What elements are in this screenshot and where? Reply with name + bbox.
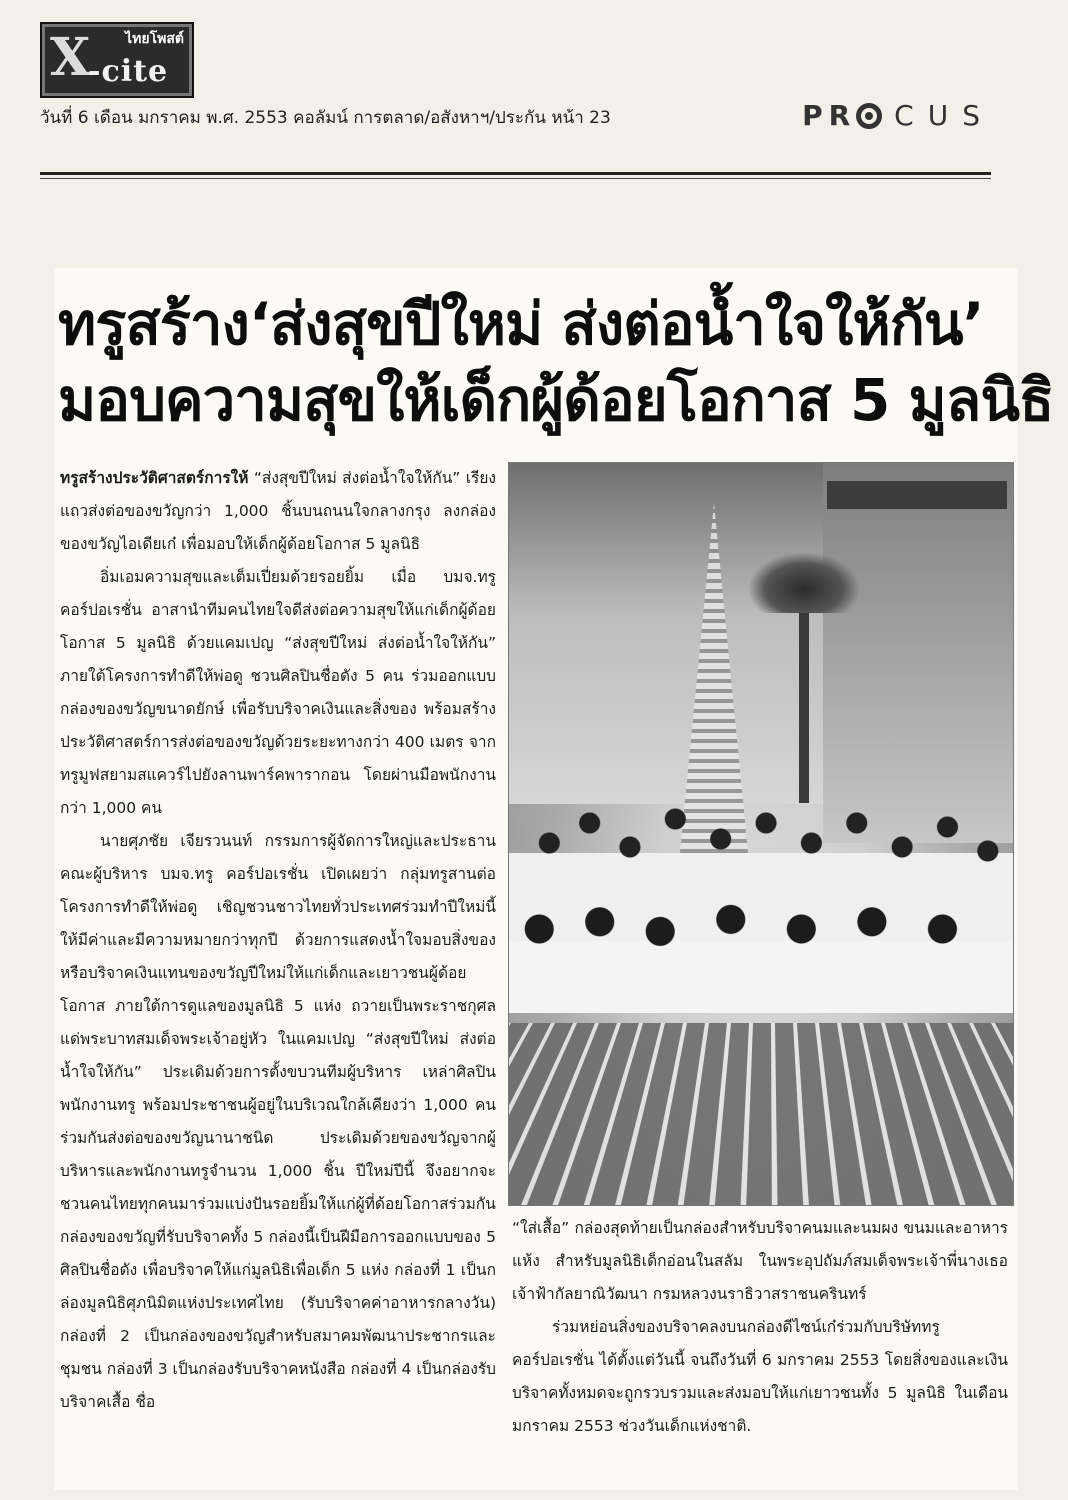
header-rule <box>40 172 991 175</box>
article-headline <box>58 286 1054 438</box>
headline-line-2: มอบความสุขให้เด็กผู้ด้อยโอกาส 5 มูลนิธิ <box>58 366 1054 434</box>
article-body-left <box>60 462 496 1419</box>
right-paragraph-1: “ใส่เสื้อ” กล่องสุดท้ายเป็นกล่องสำหรับบริจาคนมและนมผง ขนมและอาหารแห้ง สำหรับมูลนิธิเด็กอ่อนในสลัม ในพระอุปถัมภ์สมเด็จพระเจ้าพี่นางเธอ เจ้าฟ้ากัลยาณิวัฒนา กรมหลวงนราธิวาสราชนครินทร์ <box>512 1219 1008 1303</box>
newspaper-logo <box>40 22 194 98</box>
paragraph-2: อิ่มเอมความสุขและเต็มเปี่ยมด้วยรอยยิ้ม เมื่อ บมจ.ทรู คอร์ปอเรชั่น อาสานำทีมคนไทยใจดีส่งต่อความสุขให้แก่เด็กผู้ด้อยโอกาส 5 มูลนิธิ ด้วยแคมเปญ “ส่งสุขปีใหม่ ส่งต่อน้ำใจให้กัน” ภายใต้โครงการทำดีให้พ่อดู ชวนศิลปินชื่อดัง 5 คน ร่วมออกแบบกล่องของขวัญขนาดยักษ์ เพื่อรับบริจาคเงินและสิ่งของ พร้อมสร้างประวัติศาสตร์การส่งต่อของขวัญด้วยระยะทางกว่า 400 เมตร จากทรูมูฟสยามสแควร์ไปยังลานพาร์คพารากอน โดยผ่านมือพนักงานกว่า 1,000 คน <box>60 568 496 817</box>
headline-line-1: ทรูสร้าง‘ส่งสุขปีใหม่ ส่งต่อน้ำใจให้กัน’ <box>58 290 984 358</box>
lead-paragraph <box>60 462 496 561</box>
paragraph-3: นายศุภชัย เจียรวนนท์ กรรมการผู้จัดการใหญ่และประธานคณะผู้บริหาร บมจ.ทรู คอร์ปอเรชั่น เปิดเผยว่า กลุ่มทรูสานต่อโครงการทำดีให้พ่อดู เชิญชวนชาวไทยทั่วประเทศร่วมทำปีใหม่นี้ให้มีค่าและมีความหมายกว่าทุกปี ด้วยการแสดงน้ำใจมอบสิ่งของหรือบริจาคเงินแทนของขวัญปีใหม่ให้แก่เด็กและเยาวชนผู้ด้อยโอกาส ภายใต้การดูแลของมูลนิธิ 5 แห่ง ถวายเป็นพระราชกุศลแด่พระบาทสมเด็จพระเจ้าอยู่หัว ในแคมเปญ “ส่งสุขปีใหม่ ส่งต่อน้ำใจให้กัน” ประเดิมด้วยการตั้งขบวนทีมผู้บริหาร เหล่าศิลปิน พนักงานทรู พร้อมประชาชนผู้อยู่ในบริเวณใกล้เคียงว่า 1,000 คน ร่วมกันส่งต่อของขวัญนานาชนิด ประเดิมด้วยของขวัญจากผู้บริหารและพนักงานทรูจำนวน 1,000 ชิ้น ปีใหม่ปีนี้ จึงอยากจะชวนคนไทยทุกคนมาร่วมแบ่งปันรอยยิ้มให้แก่ผู้ที่ด้อยโอกาสร่วมกัน กล่องของขวัญที่รับบริจาคทั้ง 5 กล่องนี้เป็นฝีมือการออกแบบของ 5 ศิลปินชื่อดัง เพื่อบริจาคให้แก่มูลนิธิเพื่อเด็ก 5 แห่ง กล่องที่ 1 เป็นกล่องมูลนิธิศุภนิมิตแห่งประเทศไทย (รับบริจาคค่าอาหารกลางวัน) กล่องที่ 2 เป็นกล่องของขวัญสำหรับสมาคมพัฒนาประชากรและชุมชน กล่องที่ 3 เป็นกล่องรับบริจาคหนังสือ กล่องที่ 4 เป็นกล่องรับบริจาคเสื้อ ชื่อ <box>60 832 496 1411</box>
dateline: วันที่ 6 เดือน มกราคม พ.ศ. 2553 คอลัมน์ การตลาด/อสังหาฯ/ประกัน หน้า 23 <box>40 108 611 128</box>
lead-rest-text: “ส่งสุขปีใหม่ ส่งต่อน้ำใจให้กัน” เรียงแถวส่งต่อของขวัญกว่า 1,000 ชิ้นบนถนนใจกลางกรุง ลงกล่องของขวัญไอเดียเก๋ เพื่อมอบให้เด็กผู้ด้อยโอกาส 5 มูลนิธิ <box>60 469 496 553</box>
photo-sign <box>827 481 1007 509</box>
event-photo <box>508 462 1014 1206</box>
article-body-right <box>512 1212 1008 1443</box>
logo-x-letter: X <box>50 27 91 88</box>
logo-cite-text: -cite <box>88 54 169 89</box>
prfocus-rest-text: CUS <box>894 99 994 132</box>
header-rule-thin <box>40 178 991 179</box>
focus-ring-icon <box>856 103 882 129</box>
lead-bold-text: ทรูสร้างประวัติศาสตร์การให้ <box>60 469 249 487</box>
prfocus-pr-text: PR <box>802 99 857 132</box>
prfocus-logo <box>802 99 994 132</box>
right-paragraph-2: ร่วมหย่อนสิ่งของบริจาคลงบนกล่องดีไซน์เก๋ร่วมกับบริษัททรู คอร์ปอเรชั่น ได้ตั้งแต่วันนี้ จนถึงวันที่ 6 มกราคม 2553 โดยสิ่งของและเงินบริจาคทั้งหมดจะถูกรวบรวมและส่งมอบให้แก่เยาวชนทั้ง 5 มูลนิธิ ในเดือนมกราคม 2553 ช่วงวันเด็กแห่งชาติ. <box>512 1318 1008 1435</box>
photo-gift-boxes <box>508 1023 1014 1206</box>
logo-top-text: ไทยโพสต์ <box>125 31 184 47</box>
photo-front-row <box>509 893 1013 1013</box>
